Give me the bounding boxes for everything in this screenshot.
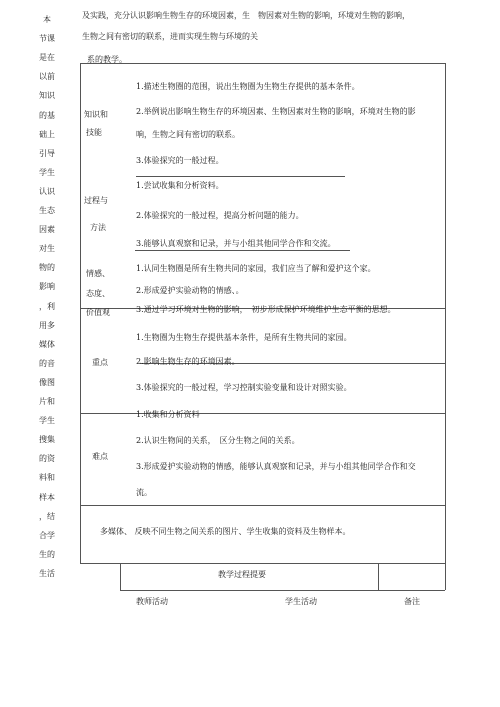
- key-points-label: 重点: [92, 358, 108, 367]
- left-column-text: [34, 0, 60, 600]
- left-column-fragment: 以前: [39, 72, 55, 82]
- left-column-fragment: ，结: [39, 511, 55, 521]
- left-column-fragment: 因素: [39, 225, 55, 235]
- emotion-item-1: 1.认同生物圈是所有生物共同的家园，我们应当了解和爱护这个家。: [136, 264, 376, 273]
- left-column-fragment: 本: [43, 15, 51, 24]
- process-item-2: 2.体验探究的一般过程，提高分析问题的能力。: [136, 211, 304, 220]
- difficult-points-label: 难点: [92, 452, 108, 461]
- student-activity-header: 学生活动: [285, 597, 317, 606]
- difficult-point-1: 1.收集和分析资料: [136, 410, 200, 419]
- left-column-fragment: 对生: [39, 244, 55, 254]
- media-resources: 多媒体、 反映不同生物之间关系的图片、学生收集的资料及生物样本。: [100, 527, 351, 536]
- notes-header: 备注: [404, 597, 420, 606]
- left-column-fragment: 知识: [39, 91, 55, 101]
- difficult-point-2: 2.认识生物间的关系， 区分生物之间的关系。: [136, 436, 300, 445]
- left-column-fragment: 学生: [39, 167, 55, 177]
- left-column-fragment: 生态: [39, 206, 55, 215]
- left-column-fragment: 生的: [39, 549, 55, 559]
- left-column-fragment: 础上: [39, 129, 55, 139]
- key-point-2: 2.影响生物生存的环境因素。: [136, 357, 240, 366]
- process-item-1: 1.尝试收集和分析资料。: [136, 181, 224, 190]
- left-column-fragment: 物的: [39, 263, 55, 273]
- left-column-fragment: 是在: [39, 53, 55, 63]
- left-column-fragment: 媒体: [39, 339, 55, 349]
- left-column-fragment: 学生: [39, 416, 55, 426]
- left-column-fragment: 认识: [39, 186, 55, 196]
- intro-line-2: 生物之间有密切的联系，进而实现生物与环境的关: [82, 32, 258, 41]
- intro-line-3: 系的教学。: [87, 55, 127, 64]
- knowledge-item-1: 1.描述生物圈的范围，说出生物圈为生物生存提供的基本条件。: [136, 82, 360, 91]
- emotion-label-2: 态度、: [86, 289, 110, 298]
- left-column-fragment: 合学: [39, 530, 55, 540]
- left-column-fragment: 影响: [39, 282, 55, 292]
- knowledge-item-3: 响，生物之间有密切的联系。: [136, 130, 240, 139]
- left-column-fragment: 用多: [39, 320, 55, 330]
- process-label-2: 方法: [90, 223, 106, 232]
- intro-line-1: 及实践，充分认识影响生物生存的环境因素，生 物因素对生物的影响，环境对生物的影响，: [82, 11, 410, 20]
- knowledge-item-2: 2.举例说出影响生物生存的环境因素、生物因素对生物的影响，环境对生物的影: [136, 107, 416, 116]
- key-point-3: 3.体验探究的一般过程，学习控制实验变量和设计对照实验。: [136, 383, 352, 392]
- knowledge-label-2: 技能: [86, 128, 102, 137]
- left-column-fragment: 的基: [39, 110, 55, 120]
- left-column-fragment: 节课: [39, 34, 55, 44]
- key-point-1: 1.生物圈为生物生存提供基本条件，是所有生物共同的家园。: [136, 333, 352, 342]
- emotion-item-3: 3.通过学习环境对生物的影响， 初步形成保护环境维护生态平衡的思想。: [136, 305, 396, 314]
- knowledge-label-1: 知识和: [84, 110, 108, 119]
- left-column-fragment: 料和: [39, 473, 55, 483]
- emotion-label-1: 情感、: [86, 269, 110, 278]
- left-column-fragment: 搜集: [39, 435, 55, 445]
- left-column-fragment: 生活: [39, 568, 55, 578]
- teacher-activity-header: 教师活动: [136, 597, 168, 606]
- difficult-point-4: 流。: [136, 488, 152, 497]
- process-title: 教学过程提要: [218, 570, 266, 579]
- left-column-fragment: 片和: [39, 397, 55, 406]
- knowledge-item-4: 3.体验探究的一般过程。: [136, 156, 224, 165]
- process-item-3: 3.能够认真观察和记录，并与小组其他同学合作和交流。: [136, 239, 336, 248]
- emotion-label-3: 价值观: [86, 308, 110, 317]
- left-column-fragment: 引导: [39, 148, 55, 158]
- left-column-fragment: ，利: [39, 301, 55, 311]
- difficult-point-3: 3.形成爱护实验动物的情感，能够认真观察和记录，并与小组其他同学合作和交: [136, 462, 416, 471]
- left-column-fragment: 像图: [39, 377, 55, 387]
- left-column-fragment: 的音: [39, 358, 55, 368]
- emotion-item-2: 2.形成爱护实验动物的情感、。: [136, 286, 244, 295]
- left-column-fragment: 样本: [39, 492, 55, 502]
- left-column-fragment: 的资: [39, 454, 55, 464]
- process-label-1: 过程与: [84, 196, 108, 205]
